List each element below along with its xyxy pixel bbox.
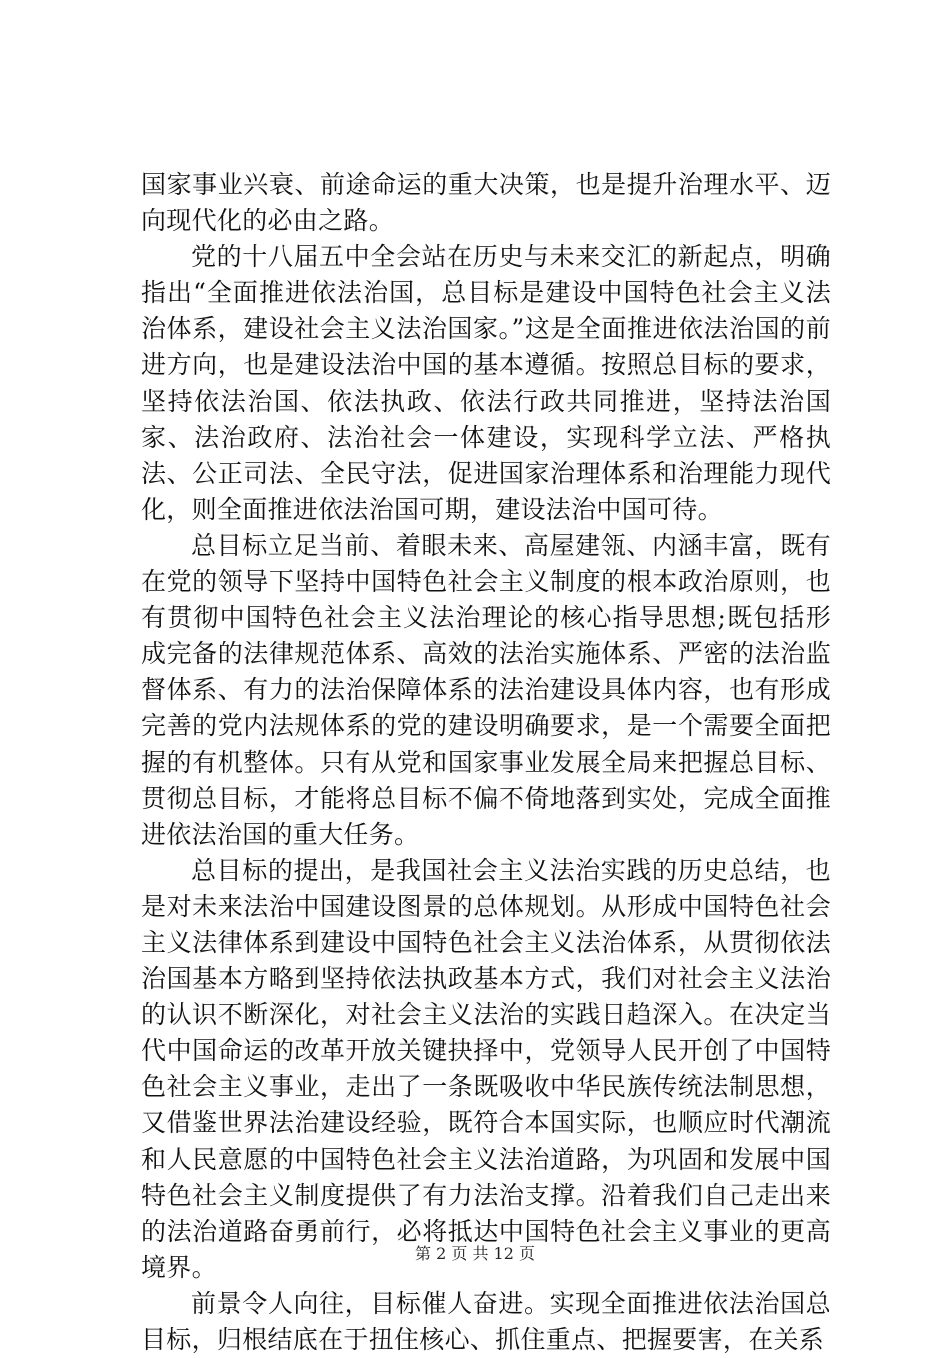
body-text — [141, 167, 831, 1358]
paragraph: 总目标立足当前、着眼未来、高屋建瓴、内涵丰富，既有在党的领导下坚持中国特色社会主义制度的根本政治原则，也有贯彻中国特色社会主义法治理论的核心指导思想;既包括形成完备的法律规范体系、高效的法治实施体系、严密的法治监督体系、有力的法治保障体系的法治建设具体内容，也有形成完善的党内法规体系的党的建设明确要求，是一个需要全面把握的有机整体。只有从党和国家事业发展全局来把握总目标、贯彻总目标，才能将总目标不偏不倚地落到实处，完成全面推进依法治国的重大任务。 — [141, 530, 831, 849]
paragraph: 前景令人向往，目标催人奋进。实现全面推进依法治国总目标，归根结底在于扭住核心、抓住重点、把握要害，在关系 — [141, 1288, 831, 1354]
paragraph: 总目标的提出，是我国社会主义法治实践的历史总结，也是对未来法治中国建设图景的总体规划。从形成中国特色社会主义法律体系到建设中国特色社会主义法治体系，从贯彻依法治国基本方略到坚持依法执政基本方式，我们对社会主义法治的认识不断深化，对社会主义法治的实践日趋深入。在决定当代中国命运的改革开放关键抉择中，党领导人民开创了中国特色社会主义事业，走出了一条既吸收中华民族传统法制思想，又借鉴世界法治建设经验，既符合本国实际，也顺应时代潮流和人民意愿的中国特色社会主义法治道路，为巩固和发展中国特色社会主义制度提供了有力法治支撑。沿着我们自己走出来的法治道路奋勇前行，必将抵达中国特色社会主义事业的更高境界。 — [141, 855, 831, 1282]
paragraph-continuation: 国家事业兴衰、前途命运的重大决策，也是提升治理水平、迈向现代化的必由之路。 — [141, 170, 831, 236]
page-number-footer: 第 2 页 共 12 页 — [415, 1244, 535, 1263]
paragraph: 党的十八届五中全会站在历史与未来交汇的新起点，明确指出“全面推进依法治国，总目标是建设中国特色社会主义法治体系，建设社会主义法治国家。”这是全面推进依法治国的前进方向，也是建设法治中国的基本遵循。按照总目标的要求，坚持依法治国、依法执政、依法行政共同推进，坚持法治国家、法治政府、法治社会一体建设，实现科学立法、严格执法、公正司法、全民守法，促进国家治理体系和治理能力现代化，则全面推进依法治国可期，建设法治中国可待。 — [141, 242, 831, 524]
